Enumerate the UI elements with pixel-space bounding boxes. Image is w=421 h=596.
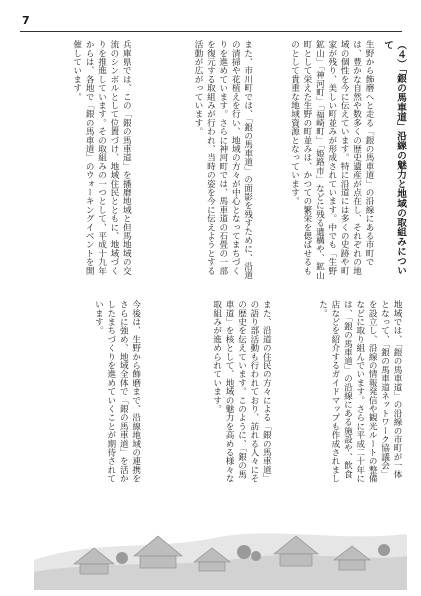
text-column-1: 生野から飾磨へと走る「銀の馬車道」の沿線にある市町では、豊かな自然や数多くの歴史遺産が点在し、それぞれの地域の個性を今に伝えています。特に沿道には多くの史跡や町家が残り、美しい町並みが形成されています。中でも「生野鉱山」「神河町」「福崎町」「姫路市」などに残る遺構や、鉱山町として栄えた生野の町並みは、かつての繁栄を偲ばせるものとして貴重な地域資源となっています。 xyxy=(289,40,374,280)
text-band-upper xyxy=(15,40,407,280)
text-column-4: 地域では、「銀の馬車道」の沿線の市町が一体となって、「銀の馬車道ネットワーク協議会」を設立し、沿線の情報発信や観光ルートの整備などに取り組んでいます。さらに平成二十年には、「銀の馬車道」の沿線にある施設や、飲食店などを紹介するガイドマップも作成されました。 xyxy=(317,300,402,483)
village-illustration xyxy=(34,490,407,590)
header-rule xyxy=(20,31,402,32)
section-heading: （４）「銀の馬車道」沿線の魅力と地域の取組みについて xyxy=(382,40,406,276)
text-column-2: また、市川町では、「銀の馬車道」の面影を残すために、沿道の清掃や花植えを行い、地域の方々が中心となってまちづくりを進めています。さらに神河町では、馬車道の石畳の一部を復元する取組みが行われ、当時の姿を今に伝えようとする活動が広がっています。 xyxy=(193,40,253,280)
text-column-3: 兵庫県では、この「銀の馬車道」を播磨地域と但馬地域の交流のシンボルとして位置づけ、地域住民とともに、地域づくりを推進しています。その取組みの一つとして、平成十九年からは、各地で「銀の馬車道」のウォーキングイベントを開催しています。 xyxy=(71,40,132,275)
text-band-lower xyxy=(15,300,407,485)
text-column-5: また、沿道の住民の方々による「銀の馬車道」の語り部活動も行われており、訪れる人々にその歴史を伝えています。このように、「銀の馬車道」を核として、地域の魅力を高める様々な取組みが進められています。 xyxy=(211,300,272,483)
text-column-6: 今後は、生野から飾磨まで、沿線地域の連携をさらに強め、地域全体で「銀の馬車道」を活かしたまちづくりを進めていくことが期待されています。 xyxy=(93,300,141,483)
page-number: 7 xyxy=(22,14,30,27)
